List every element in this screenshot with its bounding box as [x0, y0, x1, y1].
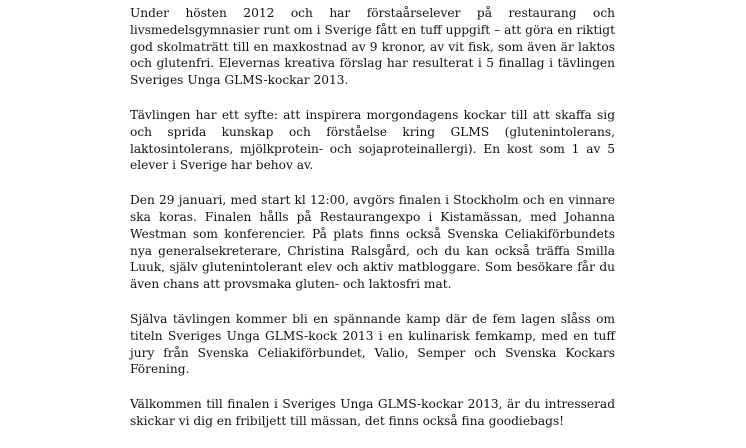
paragraph-purpose: Tävlingen har ett syfte: att inspirera morgondagens kockar till att skaffa sig och sprida kunskap och förståelse kring GLMS (glutenintolerans, laktosintolerans, mjölkprotein- och sojaproteinallergi). En kost som 1 av 5 elever i Sverige har behov av. [130, 107, 615, 173]
document-body [130, 5, 615, 448]
paragraph-welcome: Välkommen till finalen i Sveriges Unga GLMS-kockar 2013, är du intresserad skickar vi dig en fribiljett till mässan, det finns också fina goodiebags! [130, 397, 615, 428]
paragraph-final-event: Den 29 januari, med start kl 12:00, avgörs finalen i Stockholm och en vinnare ska koras. Finalen hålls på Restaurangexpo i Kistamässan, med Johanna Westman som konferencier. På plats finns också Svenska Celiakiförbundets nya generalsekreterare, Christina Ralsgård, och du kan också träffa Smilla Luuk, själv glutenintolerant elev och aktiv matbloggare. Som besökare får du även chans att provsmaka gluten- och laktosfri mat. [130, 193, 615, 292]
paragraph-competition: Själva tävlingen kommer bli en spännande kamp där de fem lagen slåss om titeln Sveriges Unga GLMS-kock 2013 i en kulinarisk femkamp, med en tuff jury från Svenska Celiakiförbundet, Valio, Semper och Svenska Kockars Förening. [130, 311, 615, 377]
paragraph-intro: Under hösten 2012 och har förstaårselever på restaurang och livsmedelsgymnasier runt om i Sverige fått en tuff uppgift – att göra en riktigt god skolmaträtt till en maxkostnad av 9 kronor, av vit fisk, som även är laktos och glutenfri. Elevernas kreativa förslag har resulterat i 5 finallag i tävlingen Sveriges Unga GLMS-kockar 2013. [130, 6, 615, 88]
